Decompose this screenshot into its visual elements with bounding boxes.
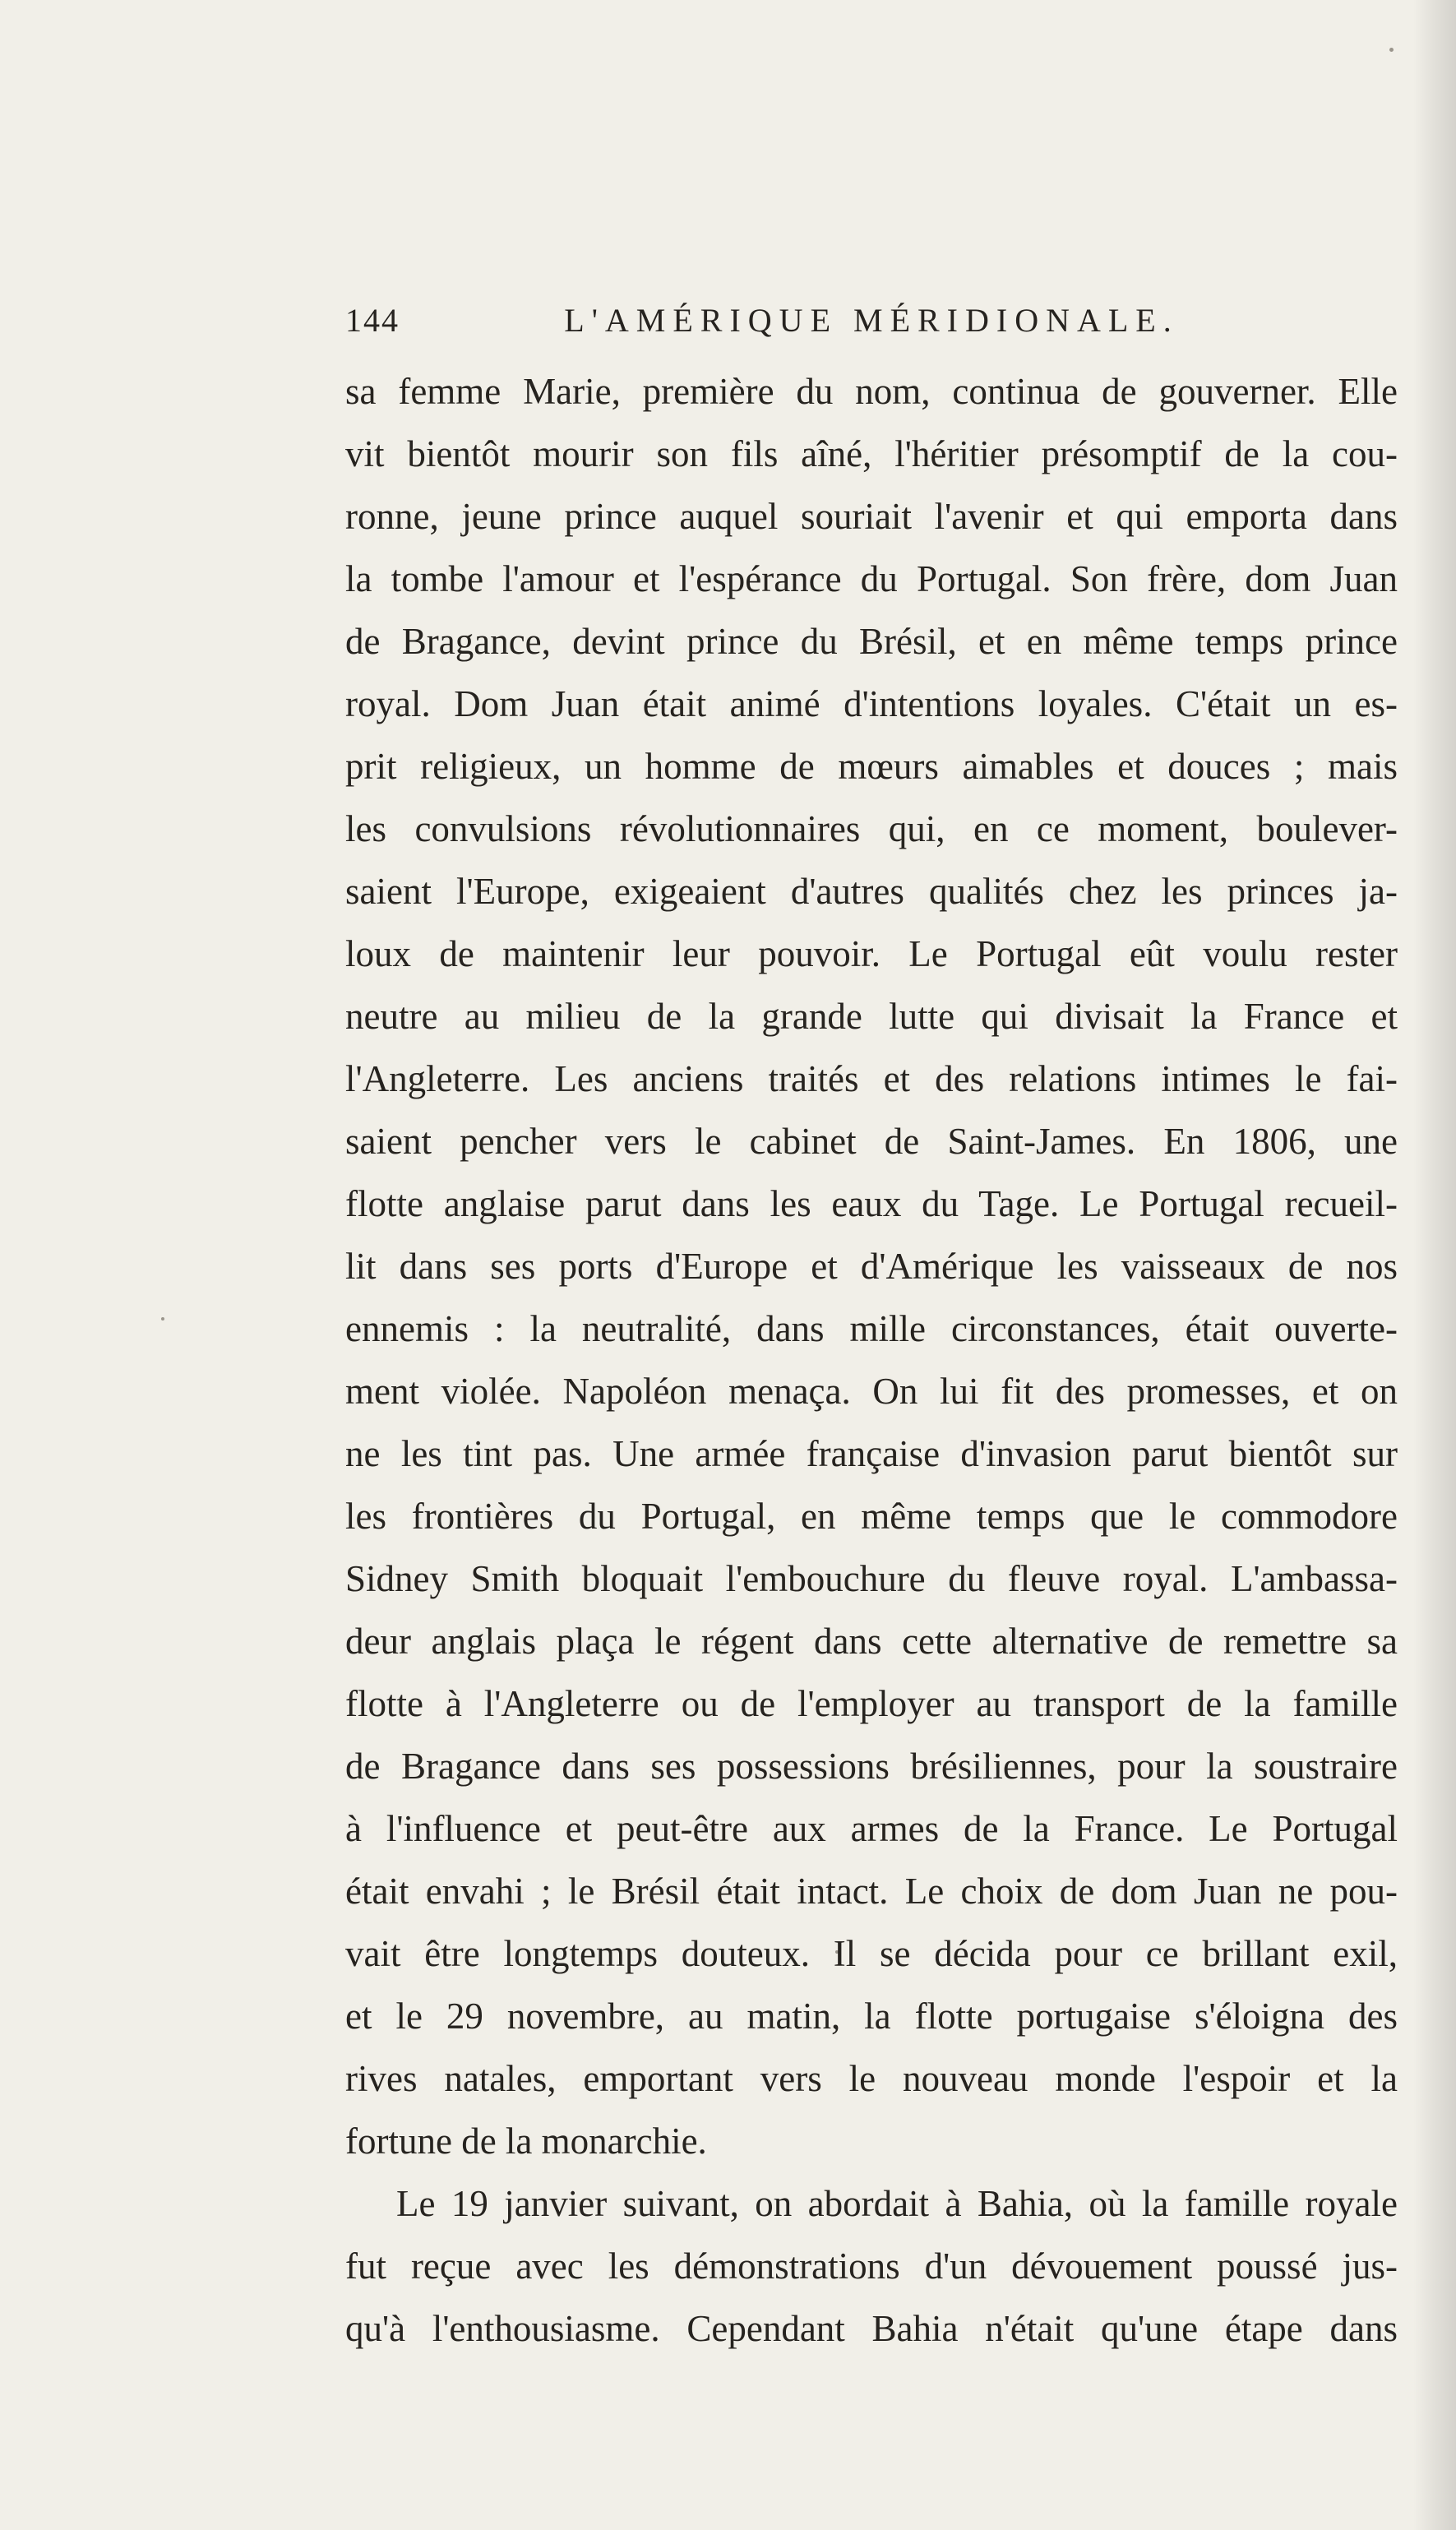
page-header (345, 301, 1398, 350)
paper-speck (1389, 48, 1394, 52)
text-line: ment violée. Napoléon menaça. On lui fit des promesses, et on (345, 1371, 1398, 1412)
text-line: rives natales, emportant vers le nouveau monde l'espoir et la (345, 2058, 1398, 2099)
text-line: flotte à l'Angleterre ou de l'employer au transport de la famille (345, 1683, 1398, 1724)
text-line: ronne, jeune prince auquel souriait l'avenir et qui emporta dans (345, 496, 1398, 537)
text-line: ne les tint pas. Une armée française d'invasion parut bientôt sur (345, 1433, 1398, 1474)
text-line: à l'influence et peut-être aux armes de la France. Le Portugal (345, 1808, 1398, 1849)
text-line: prit religieux, un homme de mœurs aimables et douces ; mais (345, 746, 1398, 787)
text-line: les convulsions révolutionnaires qui, en ce moment, boulever- (345, 808, 1398, 849)
text-line: sa femme Marie, première du nom, continua de gouverner. Elle (345, 371, 1398, 412)
running-head: L'AMÉRIQUE MÉRIDIONALE. (564, 302, 1179, 339)
text-line: de Bragance dans ses possessions brésiliennes, pour la soustraire (345, 1746, 1398, 1787)
body-text (345, 360, 1398, 2360)
text-line: vait être longtemps douteux. Il se décida pour ce brillant exil, (345, 1933, 1398, 1974)
text-line: royal. Dom Juan était animé d'intentions loyales. C'était un es- (345, 683, 1398, 724)
text-line: la tombe l'amour et l'espérance du Portugal. Son frère, dom Juan (345, 558, 1398, 599)
text-line: l'Angleterre. Les anciens traités et des relations intimes le fai- (345, 1058, 1398, 1099)
text-line: loux de maintenir leur pouvoir. Le Portugal eût voulu rester (345, 933, 1398, 974)
paper-speck (161, 1317, 164, 1321)
page-gutter-shadow (1413, 0, 1456, 2530)
text-line-paragraph-end: fortune de la monarchie. (345, 2121, 707, 2162)
text-line: vit bientôt mourir son fils aîné, l'héritier présomptif de la cou- (345, 433, 1398, 474)
text-line-paragraph-start: Le 19 janvier suivant, on abordait à Bahia, où la famille royale (396, 2183, 1398, 2224)
text-line: et le 29 novembre, au matin, la flotte portugaise s'éloigna des (345, 1996, 1398, 2037)
text-line: saient pencher vers le cabinet de Saint-James. En 1806, une (345, 1121, 1398, 1162)
text-line: ennemis : la neutralité, dans mille circonstances, était ouverte- (345, 1308, 1398, 1349)
text-line: fut reçue avec les démonstrations d'un dévouement poussé jus- (345, 2246, 1398, 2287)
text-line: neutre au milieu de la grande lutte qui divisait la France et (345, 996, 1398, 1037)
text-line: Sidney Smith bloquait l'embouchure du fleuve royal. L'ambassa- (345, 1558, 1398, 1599)
text-line: saient l'Europe, exigeaient d'autres qualités chez les princes ja- (345, 871, 1398, 912)
text-line: les frontières du Portugal, en même temps que le commodore (345, 1496, 1398, 1537)
text-line: de Bragance, devint prince du Brésil, et en même temps prince (345, 621, 1398, 662)
text-line: lit dans ses ports d'Europe et d'Amérique les vaisseaux de nos (345, 1246, 1398, 1287)
text-line: deur anglais plaça le régent dans cette alternative de remettre sa (345, 1621, 1398, 1662)
page-number: 144 (345, 302, 400, 339)
text-line: qu'à l'enthousiasme. Cependant Bahia n'était qu'une étape dans (345, 2308, 1398, 2349)
text-line: flotte anglaise parut dans les eaux du Tage. Le Portugal recueil- (345, 1183, 1398, 1224)
text-line: était envahi ; le Brésil était intact. Le choix de dom Juan ne pou- (345, 1871, 1398, 1912)
